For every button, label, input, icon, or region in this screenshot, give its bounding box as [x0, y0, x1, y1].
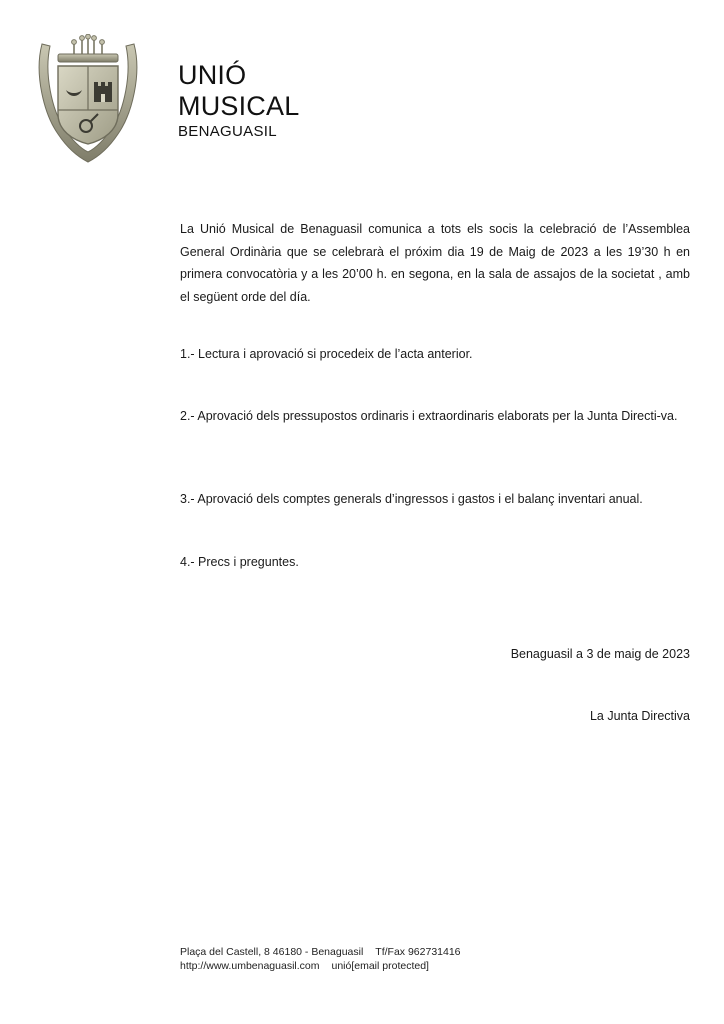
agenda-item-2: 2.- Aprovació dels pressupostos ordinaris i extraordinaris elaborats per la Junta Directi-va.	[180, 409, 678, 423]
letter-date: Benaguasil a 3 de maig de 2023	[510, 647, 690, 661]
organization-name	[178, 62, 299, 139]
footer-website: http://www.umbenaguasil.com	[180, 960, 320, 972]
letter-signature: La Junta Directiva	[589, 709, 690, 723]
agenda-item-1: 1.- Lectura i aprovació si procedeix de l’acta anterior.	[180, 347, 473, 361]
agenda-item-4: 4.- Precs i preguntes.	[180, 555, 299, 569]
letter-intro: La Unió Musical de Benaguasil comunica a tots els socis la celebració de l’Assemblea General Ordinària que se celebrarà el próxim dia 19 de Maig de 2023 a les 19’30 h en primera convocatòria y a les 20’00 h. en segona, en la sala de assajos de la societat , amb el següent orde del día.	[180, 222, 690, 304]
org-name-line1: UNIÓ	[178, 60, 247, 90]
coat-of-arms-icon	[36, 34, 140, 166]
org-name-line2: MUSICAL	[178, 91, 300, 121]
org-name-line3: BENAGUASIL	[178, 123, 277, 140]
footer-phone: Tf/Fax 962731416	[375, 946, 461, 958]
footer-line-2	[180, 959, 461, 973]
footer	[180, 945, 461, 973]
agenda-item-3: 3.- Aprovació dels comptes generals d’ingressos i gastos i el balanç inventari anual.	[180, 492, 643, 506]
footer-line-1	[180, 945, 461, 959]
footer-address: Plaça del Castell, 8 46180 - Benaguasil	[180, 946, 364, 958]
footer-email: unió[email protected]	[331, 960, 429, 972]
